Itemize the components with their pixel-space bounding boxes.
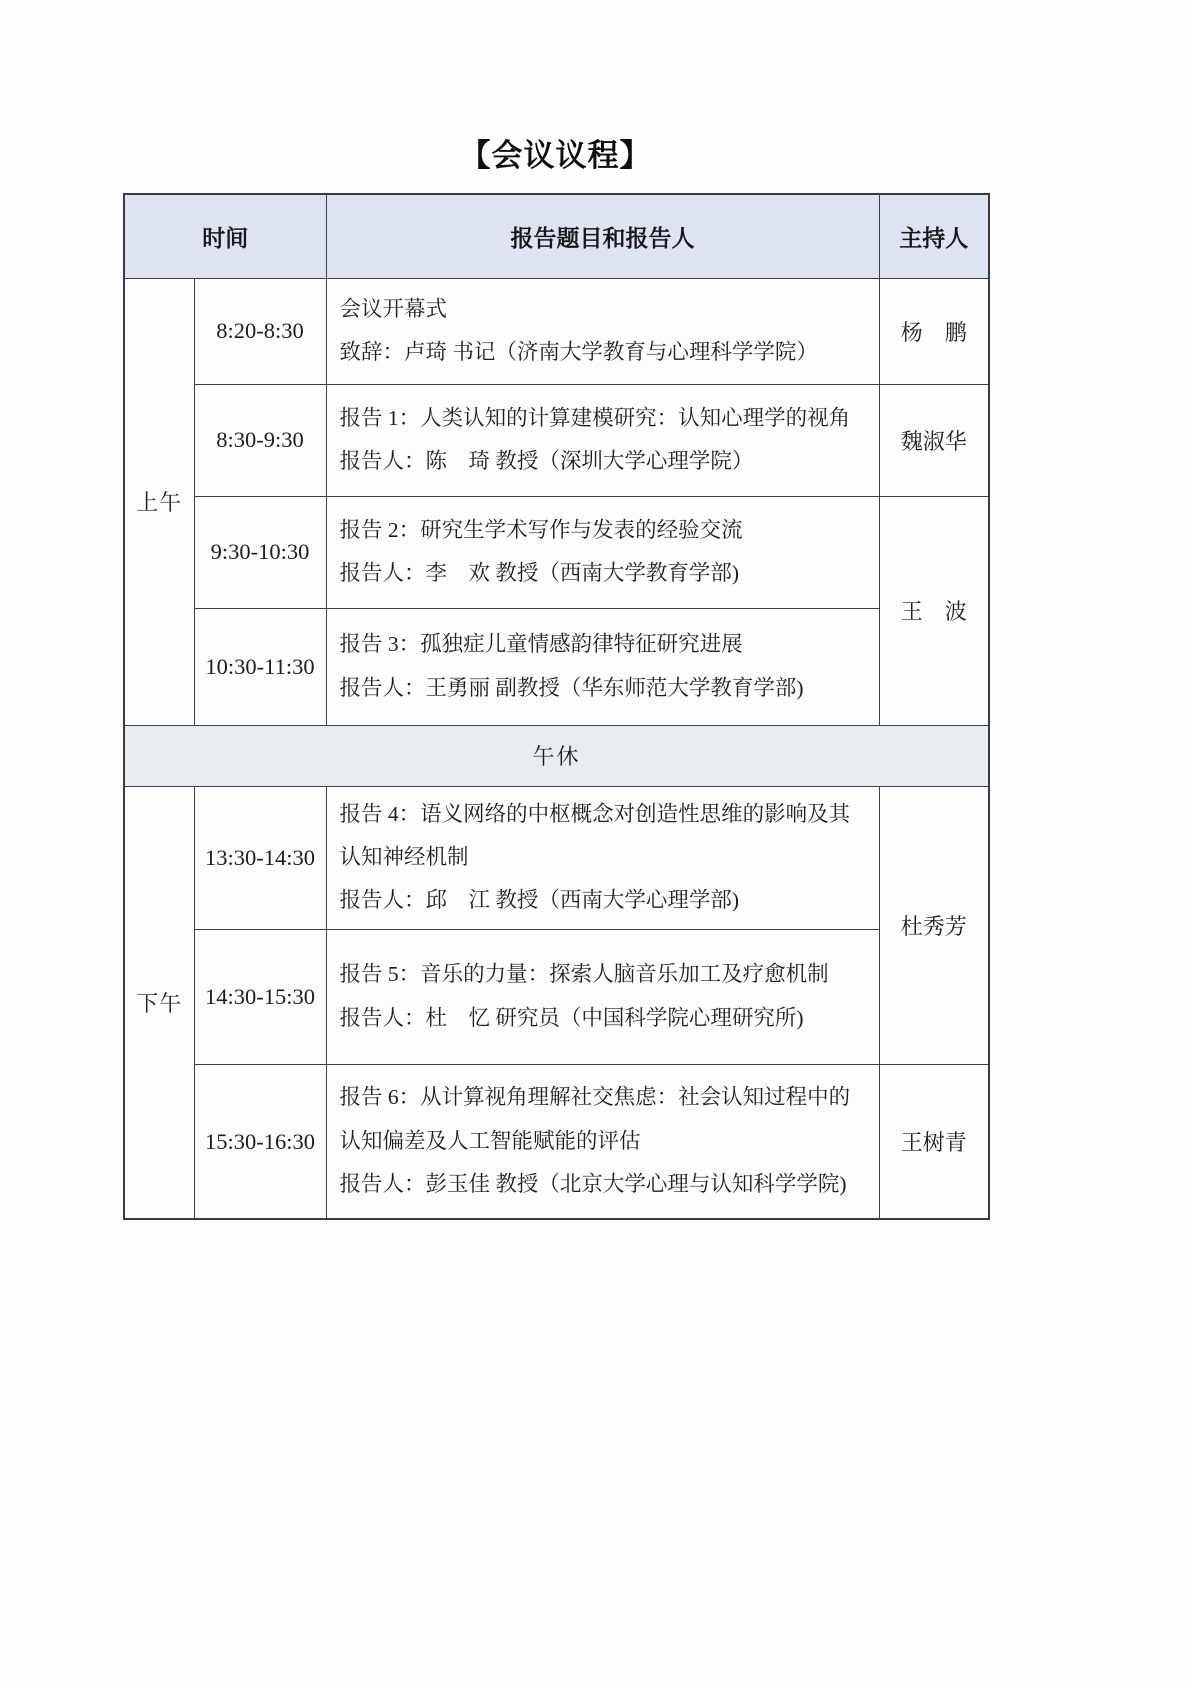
talk-cell: [326, 929, 879, 1064]
table-row-talk4: [124, 786, 989, 929]
talk-speaker: 报告人：李 欢 教授（西南大学教育学部): [339, 561, 740, 585]
time-cell: 9:30-10:30: [194, 496, 326, 608]
page-title: 【会议议程】: [459, 138, 652, 173]
table-row-talk3: [124, 608, 989, 725]
talk-speaker: 报告人：王勇丽 副教授（华东师范大学教育学部): [339, 675, 804, 700]
table-row-talk1: [124, 384, 989, 496]
period-afternoon: 下午: [124, 786, 194, 1219]
talk-cell: [326, 1064, 879, 1219]
time-cell: 15:30-16:30: [194, 1064, 326, 1219]
header-host: 主持人: [879, 194, 989, 278]
time-cell: 10:30-11:30: [194, 608, 326, 725]
talk-speaker: 报告人：杜 忆 研究员（中国科学院心理研究所): [339, 1005, 804, 1030]
host-cell: 王树青: [879, 1064, 989, 1219]
table-row-talk6: [124, 1064, 989, 1219]
talk-speaker: 报告人：陈 琦 教授（深圳大学心理学院）: [339, 449, 754, 473]
time-cell: 8:30-9:30: [194, 384, 326, 496]
header-talk: 报告题目和报告人: [326, 194, 879, 278]
talk-speaker: 致辞：卢琦 书记（济南大学教育与心理科学学院）: [339, 340, 818, 364]
table-row-opening: [124, 278, 989, 384]
host-cell: 王 波: [879, 496, 989, 725]
talk-speaker: 报告人：邱 江 教授（西南大学心理学部): [339, 888, 740, 913]
time-cell: 8:20-8:30: [194, 278, 326, 384]
talk-cell: [326, 496, 879, 608]
header-time: 时间: [124, 194, 326, 278]
talk-title: 报告 3：孤独症儿童情感韵律特征研究进展: [339, 632, 743, 657]
lunch-break-cell: 午休: [124, 725, 989, 786]
host-cell: 魏淑华: [879, 384, 989, 496]
table-row-talk5: [124, 929, 989, 1064]
period-morning: 上午: [124, 278, 194, 725]
talk-title: 报告 5：音乐的力量：探索人脑音乐加工及疗愈机制: [339, 962, 829, 987]
talk-title: 报告 6：从计算视角理解社交焦虑：社会认知过程中的认知偏差及人工智能赋能的评估: [339, 1085, 851, 1153]
lunch-break-row: [124, 725, 989, 786]
host-cell: 杨 鹏: [879, 278, 989, 384]
talk-title: 报告 2：研究生学术写作与发表的经验交流: [339, 517, 743, 542]
time-cell: 14:30-15:30: [194, 929, 326, 1064]
agenda-table: [123, 193, 990, 1220]
talk-title: 会议开幕式: [339, 296, 448, 321]
host-cell: 杜秀芳: [879, 786, 989, 1064]
talk-cell: [326, 608, 879, 725]
time-cell: 13:30-14:30: [194, 786, 326, 929]
talk-title: 报告 1：人类认知的计算建模研究：认知心理学的视角: [339, 405, 851, 430]
talk-cell: [326, 786, 879, 929]
talk-title: 报告 4：语义网络的中枢概念对创造性思维的影响及其认知神经机制: [339, 801, 851, 869]
talk-speaker: 报告人：彭玉佳 教授（北京大学心理与认知科学学院): [339, 1172, 847, 1197]
table-row-talk2: [124, 496, 989, 608]
header-row: [124, 194, 989, 278]
talk-cell: [326, 278, 879, 384]
talk-cell: [326, 384, 879, 496]
